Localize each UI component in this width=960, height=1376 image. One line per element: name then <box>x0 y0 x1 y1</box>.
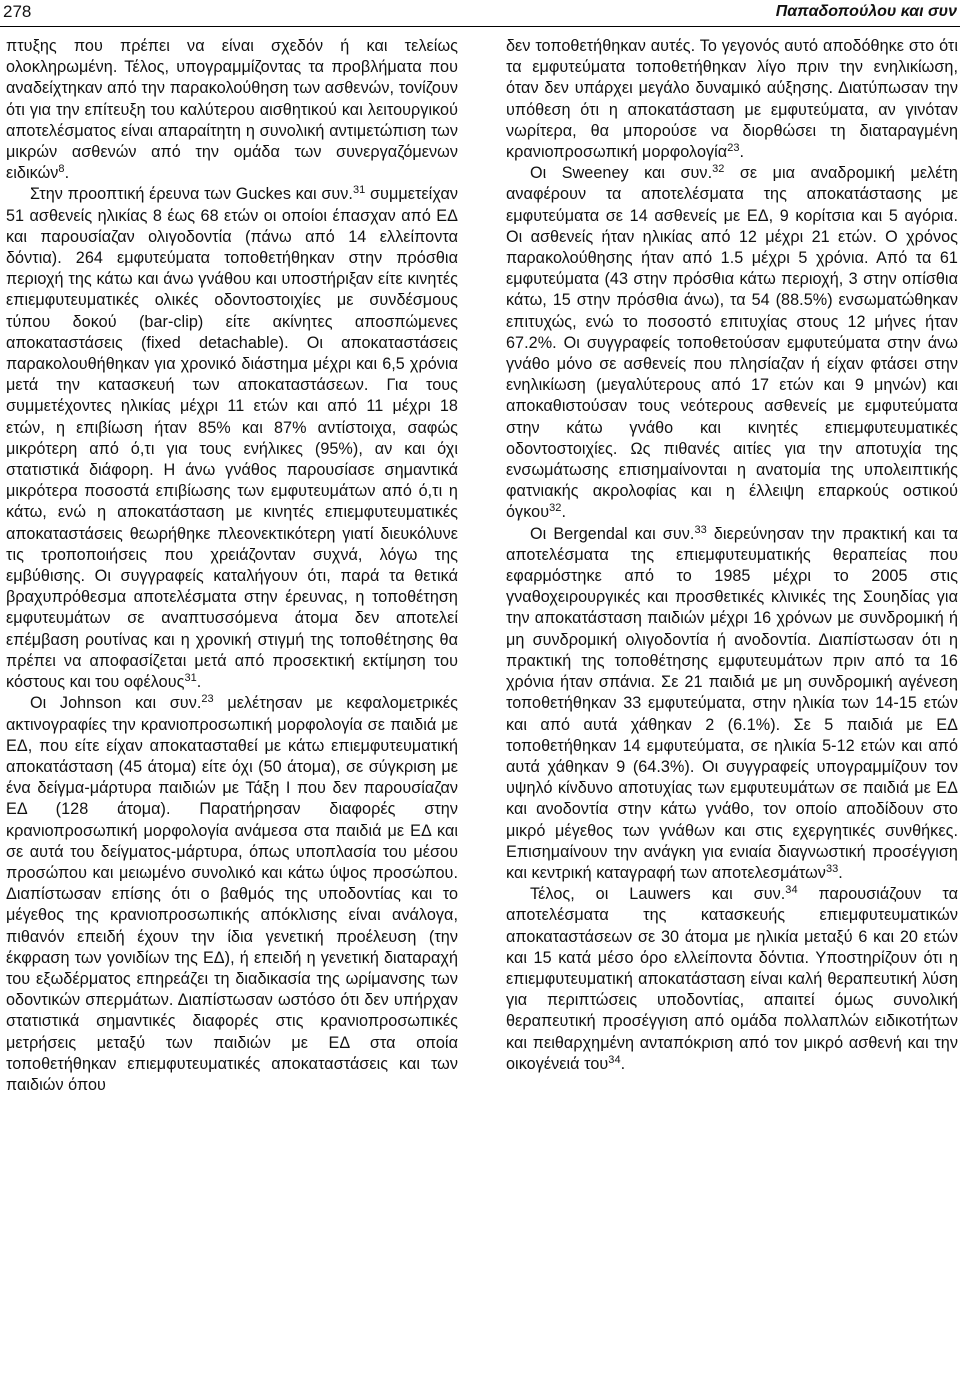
right-column <box>506 36 958 1075</box>
paragraph-text: σε μια αναδρομική μελέτη αναφέρουν τα αποτελέσματα της αποκατάστασης με εμφυτεύματα σε 14 ασθενείς με ΕΔ, 9 κορίτσια και 5 αγόρια. Οι ασθενείς ήταν ηλικίας από 12 μέχρι 21 ετών. Ο χρόνος παρακολούθησης ήταν από 1.5 μέχρι 5 χρόνια. Από τα 61 εμφυτεύματα (43 στην πρόσθια κάτω περιοχή, 3 στην οπίσθια κάτω, 15 στην πρόσθια άνω), τα 54 (88.5%) ενσωματώθηκαν επιτυχώς, ενώ το ποσοστό επιτυχίας στους 12 μήνες ήταν 67.2%. Οι συγγραφείς τοποθετούσαν εμφυτεύματα στην άνω γνάθο μόνο σε ασθενείς που πλησίαζαν ή είχαν φτάσει στην ενηλικίωση (μεγαλύτερους από 17 ετών και 9 μηνών) και αποκαθιστούσαν τους νεότερους ασθενείς με εμφυτεύματα στην κάτω γνάθο και κινητές επιεμφυτευματικές οδοντοστοιχίες. Ως πιθανές αιτίες για την αποτυχία της ενσωμάτωσης επισημαίνονται η ανατομία της υπολειπτικής φατνιακής ακρολοφίας και η έλλειψη επαρκούς οστικού όγκου <box>506 164 958 522</box>
paragraph <box>506 884 958 1075</box>
paragraph-lead: Οι Sweeney και συν. <box>530 164 713 183</box>
page-number: 278 <box>3 2 32 21</box>
paragraph-end: . <box>64 164 70 183</box>
paragraph-text: συμμετείχαν 51 ασθενείς ηλικίας 8 έως 68 ετών οι οποίοι έπασχαν από ΕΔ και παρουσίαζαν ολιγοδοντία (πάνω από 14 ελλείποντα δόντια). 264 εμφυτεύματα τοποθετήθηκαν στην πρόσθια περιοχή της κάτω και άνω γνάθου και υποστήριξαν είτε κινητές επιεμφυτευματικές ολικές οδοντοστοιχίες με συνδέσμους τύπου δοκού (bar-clip) είτε ακίνητες αποσπώμενες αποκαταστάσεις (fixed detachable). Οι αποκαταστάσεις παρακολουθήθηκαν για χρονικό διάστημα μέχρι και 6,5 χρόνια μετά την κατασκευή των αποκαταστάσεων. Για τους συμμετέχοντες ηλικίας μέχρι 11 ετών και από 11 μέχρι 18 ετών, η επιβίωση ήταν 85% και 87% αντίστοιχα, σαφώς μικρότερη από ό,τι για τους ενήλικες (95%), αν και όχι στατιστικά διάφορη. Η άνω γνάθος παρουσίασε σημαντικά μικρότερα ποσοστά επιβίωσης των εμφυτευμάτων από ό,τι η κάτω, ενώ η αποκατάσταση με κινητές επιεμφυτευματικές αποκαταστάσεις θεωρήθηκε πλεονεκτικότερη γιατί διευκόλυνε τις τροποποιήσεις που χρειάζονταν συχνά, λόγω της εμβύθισης. Οι συγγραφείς καταλήγουν ότι, παρά τα θετικά βραχυπρόθεσμα αποτελέσματα στην έρευνας, η τοποθέτηση εμφυτευμάτων σε αναπτυσσόμενα άτομα δεν αποτελεί επέμβαση ρουτίνας και η χρονική στιγμή της τοποθέτησης θα πρέπει να αποφασίζεται μετά από προσεκτική εκτίμηση του κόστους και του οφέλους <box>6 185 458 692</box>
paragraph-text: διερεύνησαν την πρακτική και τα αποτελέσματα της επιεμφυτευματικής θεραπείας που εφαρμόστηκε από το 1985 μέχρι το 2005 στις γναθοχειρουργικές και προσθετικές κλινικές της Σουηδίας για την αποκατάσταση παιδιών μέχρι 16 χρόνων με συνδρομική ή μη συνδρομική ολιγοδοντία ή ανοδοντία. Διαπίστωσαν ότι η πρακτική της τοποθέτησης εμφυτευμάτων πριν από τα 16 χρόνια ήταν σπάνια. Σε 21 παιδιά με μη συνδρομική αγένεση τοποθετήθηκαν 33 εμφυτεύματα, στην ηλικία των 14-15 ετών και από αυτά χάθηκαν 2 (6.1%). Σε 5 παιδιά με ΕΔ τοποθετήθηκαν 14 εμφυτεύματα, σε ηλικία 5-12 ετών και από αυτά χάθηκαν 9 (64.3%). Οι συγγραφείς υπογραμμίζουν τον υψηλό κίνδυνο αποτυχίας των εμφυτευμάτων σε παιδιά με ΕΔ και ανοδοντία στην κάτω γνάθο, τον οποίο αποδίδουν στο μικρό μέγεθος των γνάθων και στις εχεργητικές συνθήκες. Επισημαίνουν την ανάγκη για ενιαία διαγνωστική προσέγγιση και κεντρική καταγραφή των αποτελεσμάτων <box>506 524 958 882</box>
paragraph-lead: Οι Johnson και συν. <box>30 694 202 713</box>
paragraph <box>6 36 458 184</box>
left-column <box>6 36 458 1096</box>
header-rule <box>0 26 960 27</box>
paragraph-end: . <box>838 863 843 882</box>
reference-number: 23 <box>727 142 740 155</box>
reference-number: 34 <box>785 884 798 897</box>
reference-number: 32 <box>549 502 562 515</box>
paragraph-text: δεν τοποθετήθηκαν αυτές. Το γεγονός αυτό αποδόθηκε στο ότι τα εμφυτεύματα τοποθετήθηκαν λίγο πριν την ενηλικίωση, όταν δεν υπάρχει μεγάλο δυναμικό αύξησης. Διατύπωσαν την υπόθεση ότι η αποκατάσταση με εμφυτεύματα, αν γινόταν νωρίτερα, θα μπορούσε να διορθώσει τη διαταραγμένη κρανιοπροσωπική μορφολογία <box>506 37 958 162</box>
running-head: Παπαδοπούλου και συν <box>775 3 957 20</box>
paragraph-end: . <box>739 143 745 162</box>
reference-number: 33 <box>825 862 839 875</box>
paragraph-text: πτυξης που πρέπει να είναι σχεδόν ή και τελείως ολοκληρωμένη. Τέλος, υπογραμμίζοντας τα προβλήματα που αναδείχτηκαν από την παρακολούθηση των ασθενών, τονίζουν ότι για την επίτευξη του καλύτερου αισθητικού και λειτουργικού αποτελέσματος είναι απαραίτητη η συνολική αντιμετώπιση των μικρών ασθενών από την ομάδα των συνεργαζόμενων ειδικών <box>6 37 458 183</box>
paragraph-text: παρουσιάζουν τα αποτελέσματα της κατασκευής επιεμφυτευματικών αποκαταστάσεων σε 30 άτομα με ηλικία μεταξύ 6 και 20 ετών και 15 κατά μέσο όρο ελλείποντα δόντια. Υποστηρίζουν ότι η επιεμφυτευματική αποκατάσταση είναι καλή θεραπευτική λύση για περιπτώσεις υποδοντίας, απαιτεί όμως συνολική θεραπευτική προσέγγιση από ομάδα πολλαπλών ειδικοτήτων και πειθαρχημένη ανταπόκριση από τον μικρό ασθενή και την οικογένειά του <box>506 885 958 1073</box>
paragraph-text: μελέτησαν με κεφαλομετρικές ακτινογραφίες την κρανιοπροσωπική μορφολογία σε παιδιά με ΕΔ, που είτε είχαν αποκατασταθεί με κάτω επιεμφυτευματική αποκατάσταση (45 άτομα) είτε όχι (50 άτομα), σε σύγκριση με ένα δείγμα-μάρτυρα παιδιών με Τάξη Ι που δεν παρουσίαζαν ΕΔ (128 άτομα). Παρατήρησαν διαφορές στην κρανιοπροσωπική μορφολογία ανάμεσα στα παιδιά με ΕΔ και σε αυτά του δείγματος-μάρτυρα, όπως υποπλασία του μέσου προσώπου και μειωμένο συνολικό και κάτω ύψος προσώπου. Διαπίστωσαν επίσης ότι ο βαθμός της υποδοντίας και το μέγεθος της κρανιοπροσωπικής απόκλισης είναι ανάλογα, πιθανόν επειδή έχουν την ίδια γενετική προέλευση (την έκφραση των γονιδίων της ΕΔ), ή επειδή η γενετική διαταραχή του εξωδέρματος επηρεάζει τη διαδικασία της ωρίμανσης των οδοντικών σπερμάτων. Διαπίστωσαν ωστόσο ότι δεν υπήρχαν στατιστικά σημαντικές διαφορές στις κρανιοπροσωπικές μετρήσεις μεταξύ των παιδιών με ΕΔ στα οποία τοποθετήθηκαν επιεμφυτευματικές αποκαταστάσεις και των παιδιών όπου <box>6 694 458 1094</box>
reference-number: 33 <box>694 523 707 536</box>
paragraph <box>6 693 458 1096</box>
paragraph-end: . <box>620 1054 626 1073</box>
paragraph <box>506 163 958 523</box>
paragraph-end: . <box>561 503 567 522</box>
paragraph <box>506 524 958 884</box>
paragraph-end: . <box>196 673 202 692</box>
reference-number: 23 <box>201 693 214 706</box>
paragraph-lead: Οι Bergendal και συν. <box>530 524 695 543</box>
reference-number: 34 <box>608 1053 621 1066</box>
reference-number: 32 <box>712 163 725 176</box>
reference-number: 31 <box>184 672 197 685</box>
paragraph-lead: Τέλος, οι Lauwers και συν. <box>530 885 786 904</box>
paragraph <box>506 36 958 163</box>
reference-number: 8 <box>58 163 65 176</box>
page-header <box>0 0 960 36</box>
reference-number: 31 <box>352 184 366 197</box>
paragraph <box>6 184 458 693</box>
paragraph-lead: Στην προοπτική έρευνα των Guckes και συν. <box>30 185 353 204</box>
